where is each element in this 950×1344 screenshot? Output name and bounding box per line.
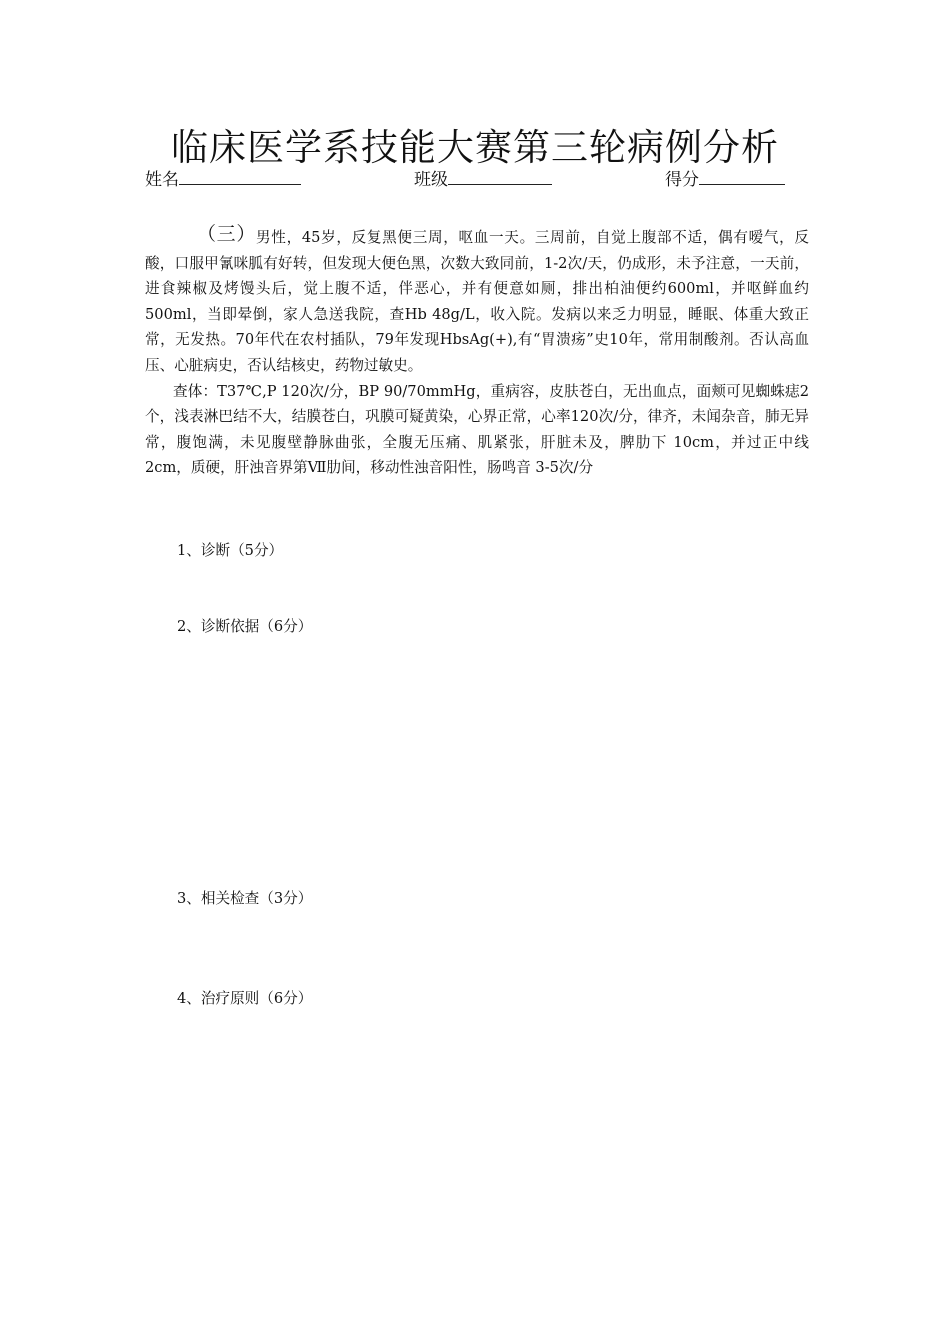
score-field[interactable] — [665, 166, 785, 191]
page-title: 临床医学系技能大赛第三轮病例分析 — [171, 125, 779, 169]
question-treatment-principles: 4、治疗原则（6分） — [177, 990, 313, 1007]
score-label: 得分 — [665, 170, 699, 190]
class-field[interactable] — [414, 166, 552, 191]
score-blank-line[interactable] — [699, 166, 785, 185]
question-diagnosis-basis: 2、诊断依据（6分） — [177, 618, 313, 635]
name-field[interactable] — [145, 166, 301, 191]
case-description — [145, 222, 809, 481]
case-history-paragraph — [145, 222, 809, 379]
class-label: 班级 — [414, 170, 448, 190]
question-related-tests: 3、相关检查（3分） — [177, 890, 313, 907]
question-diagnosis: 1、诊断（5分） — [177, 542, 284, 559]
case-number-label: （三） — [197, 223, 257, 245]
class-blank-line[interactable] — [448, 166, 552, 185]
name-blank-line[interactable] — [179, 166, 301, 185]
case-history-text: 男性，45岁，反复黑便三周，呕血一天。三周前，自觉上腹部不适，偶有嗳气，反酸，口服甲氰咪胍有好转，但发现大便色黑，次数大致同前，1-2次/天，仍成形，未予注意，一天前，进食辣椒及烤馒头后，觉上腹不适，伴恶心，并有便意如厕，排出柏油便约600ml，并呕鲜血约500ml，当即晕倒，家人急送我院，查Hb 48g/L，收入院。发病以来乏力明显，睡眠、体重大致正常，无发热。70年代在农村插队，79年发现HbsAg(+),有“胃溃疡”史10年，常用制酸剂。否认高血压、心脏病史，否认结核史，药物过敏史。 — [145, 229, 809, 374]
physical-exam-paragraph: 查体：T37℃,P 120次/分，BP 90/70mmHg，重病容，皮肤苍白，无出血点，面颊可见蜘蛛痣2个，浅表淋巴结不大，结膜苍白，巩膜可疑黄染，心界正常，心率120次/分，律齐，未闻杂音，肺无异常，腹饱满，未见腹壁静脉曲张，全腹无压痛、肌紧张，肝脏未及，脾肋下 10cm，并过正中线 2cm，质硬，肝浊音界第Ⅶ肋间，移动性浊音阳性，肠鸣音 3-5次/分 — [145, 382, 809, 477]
name-label: 姓名 — [145, 170, 179, 190]
